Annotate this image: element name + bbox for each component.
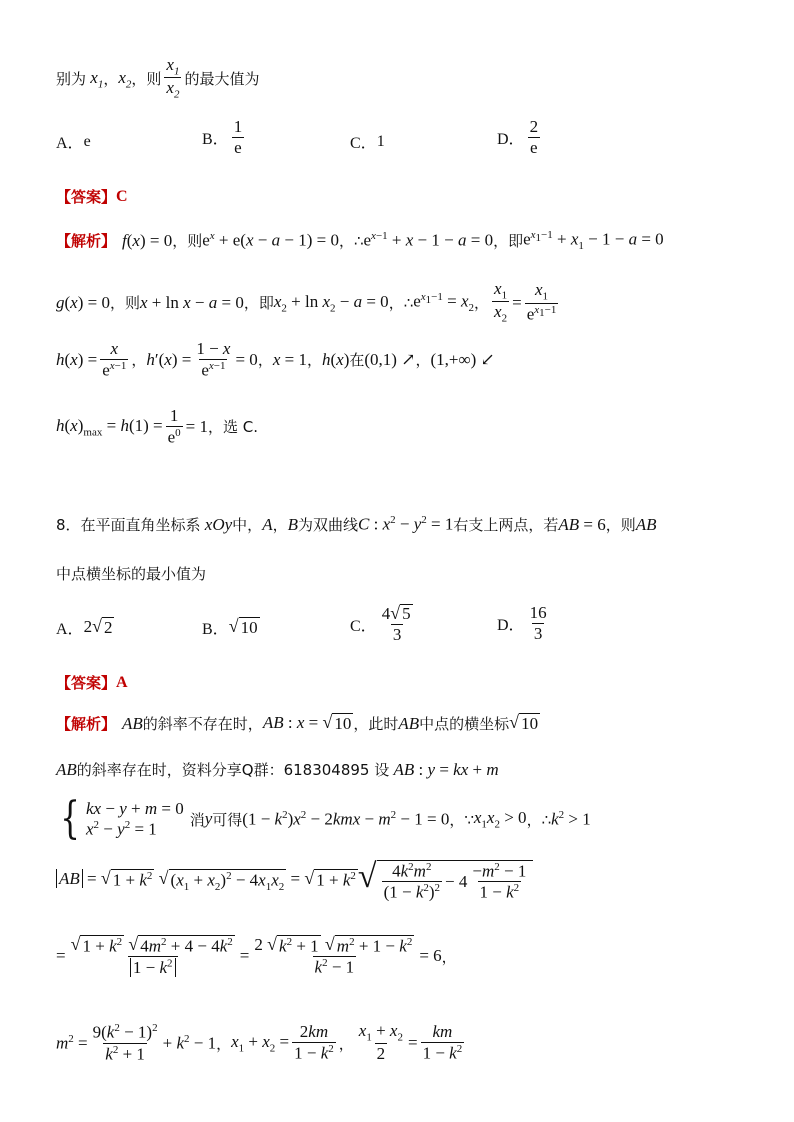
q8-analysis-line-6: $m^2$ = $\frac{9(k^2 - 1)^2}{k^2 + 1}$ + $k^2 - 1$ ， $x_1 + x_2$ = $\frac{2km}{1 - k^2}$ ， $\frac{x_1 + x_2}{2}$ = $\frac{km}{1 - k^2}$ <box>56 1021 463 1064</box>
q7-answer: 【答案】 C <box>56 187 128 206</box>
q8-analysis-line-5: = √ $1 + k^2$ √ $4m^2 + 4 - 4k^2$ $1 - k^2$ = 2 √ $k^2 + 1$ √ $m^2 + 1 - k^2$ $k^2 - 1$ = 6 ， <box>56 934 457 977</box>
q8-analysis-line-3: { kx − y + m = 0 $x^2 - y^2 = 1$ 消 y 可得 $(1 - k^2)x^2 - 2kmx - m^2 - 1 = 0$ ，∵ $x_1x_2 > 0$ ，∴ $k^2 > 1$ <box>60 793 591 844</box>
q8-analysis-line-4: AB = √ $1 + k^2$ √ $(x_1 + x_2)^2 - 4x_1x_2$ = √ $1 + k^2$ √ $\frac{4k^2m^2}{(1 - k^2)^2}$ − 4 $\frac{-m^2 - 1}{1 - k^2}$ <box>56 860 533 903</box>
q7-analysis-line-2: g(x) = 0 ，则 x + ln x − a = 0 ，即 $x_2 + \ln x_2 - a = 0$ ，∴ $e^{x_1-1} = x_2$ ， $\frac{x_1}{x_2}$ = $\frac{x_1}{e^{x_1-1}}$ <box>56 279 557 325</box>
q8-answer: 【答案】 A <box>56 673 128 692</box>
q8-analysis-line-2: AB 的斜率存在时，资料分享Q群：618304895 设 AB : y = kx + m <box>56 759 499 779</box>
q7-analysis-line-1: 【解析】 f ( x ) = 0 ，则 $e^x + e(x - a - 1) = 0$ ，∴ $e^{x-1} + x - 1 - a = 0$ ，即 $e^{x_1-1} + x_1 - 1 - a = 0$ <box>56 229 664 253</box>
q8-option-a[interactable]: A． 2 √ 2 <box>56 616 113 638</box>
q8-analysis-line-1: 【解析】 AB 的斜率不存在时， AB : x = √ 10 ，此时 AB 中点的横坐标 √ 10 <box>56 712 539 733</box>
q7-option-d[interactable]: D． $\frac{2}{e}$ <box>497 117 539 157</box>
q7-intro-line: 别为 $x_1$ ， $x_2$ ，则 $\frac{x_1}{x_2}$ 的最大值为 <box>56 55 260 101</box>
q8-stem-line-1: 8．在平面直角坐标系 xOy 中， A ， B 为双曲线 C : $x^2 - y^2 = 1$ 右支上两点，若 AB = 6 ，则 AB <box>56 514 657 534</box>
q7-option-c[interactable]: C． 1 <box>350 132 385 152</box>
q7-analysis-line-4: $h(x)_{max} = h(1)$ = $\frac{1}{e^0}$ = 1 ，选 C. <box>56 406 259 447</box>
q7-analysis-line-3: h(x) = $\frac{x}{e^{x-1}}$ ， h′(x) = $\frac{1 - x}{e^{x-1}}$ = 0 ， x = 1 ， h(x) 在 (0,1) ↗ ， (1,+∞) ↙ <box>56 339 495 380</box>
q8-option-b[interactable]: B． √ 10 <box>202 616 258 638</box>
q7-option-b[interactable]: B． $\frac{1}{e}$ <box>202 117 243 157</box>
q8-stem-line-2: 中点横坐标的最小值为 <box>56 565 207 583</box>
q8-option-c[interactable]: C． 4 √ 5 3 <box>350 603 411 644</box>
x1-over-x2-fraction: $\frac{x_1}{x_2}$ <box>166 55 180 101</box>
q7-option-a[interactable]: A． e <box>56 132 91 152</box>
q8-option-d[interactable]: D． $\frac{16}{3}$ <box>497 603 547 643</box>
